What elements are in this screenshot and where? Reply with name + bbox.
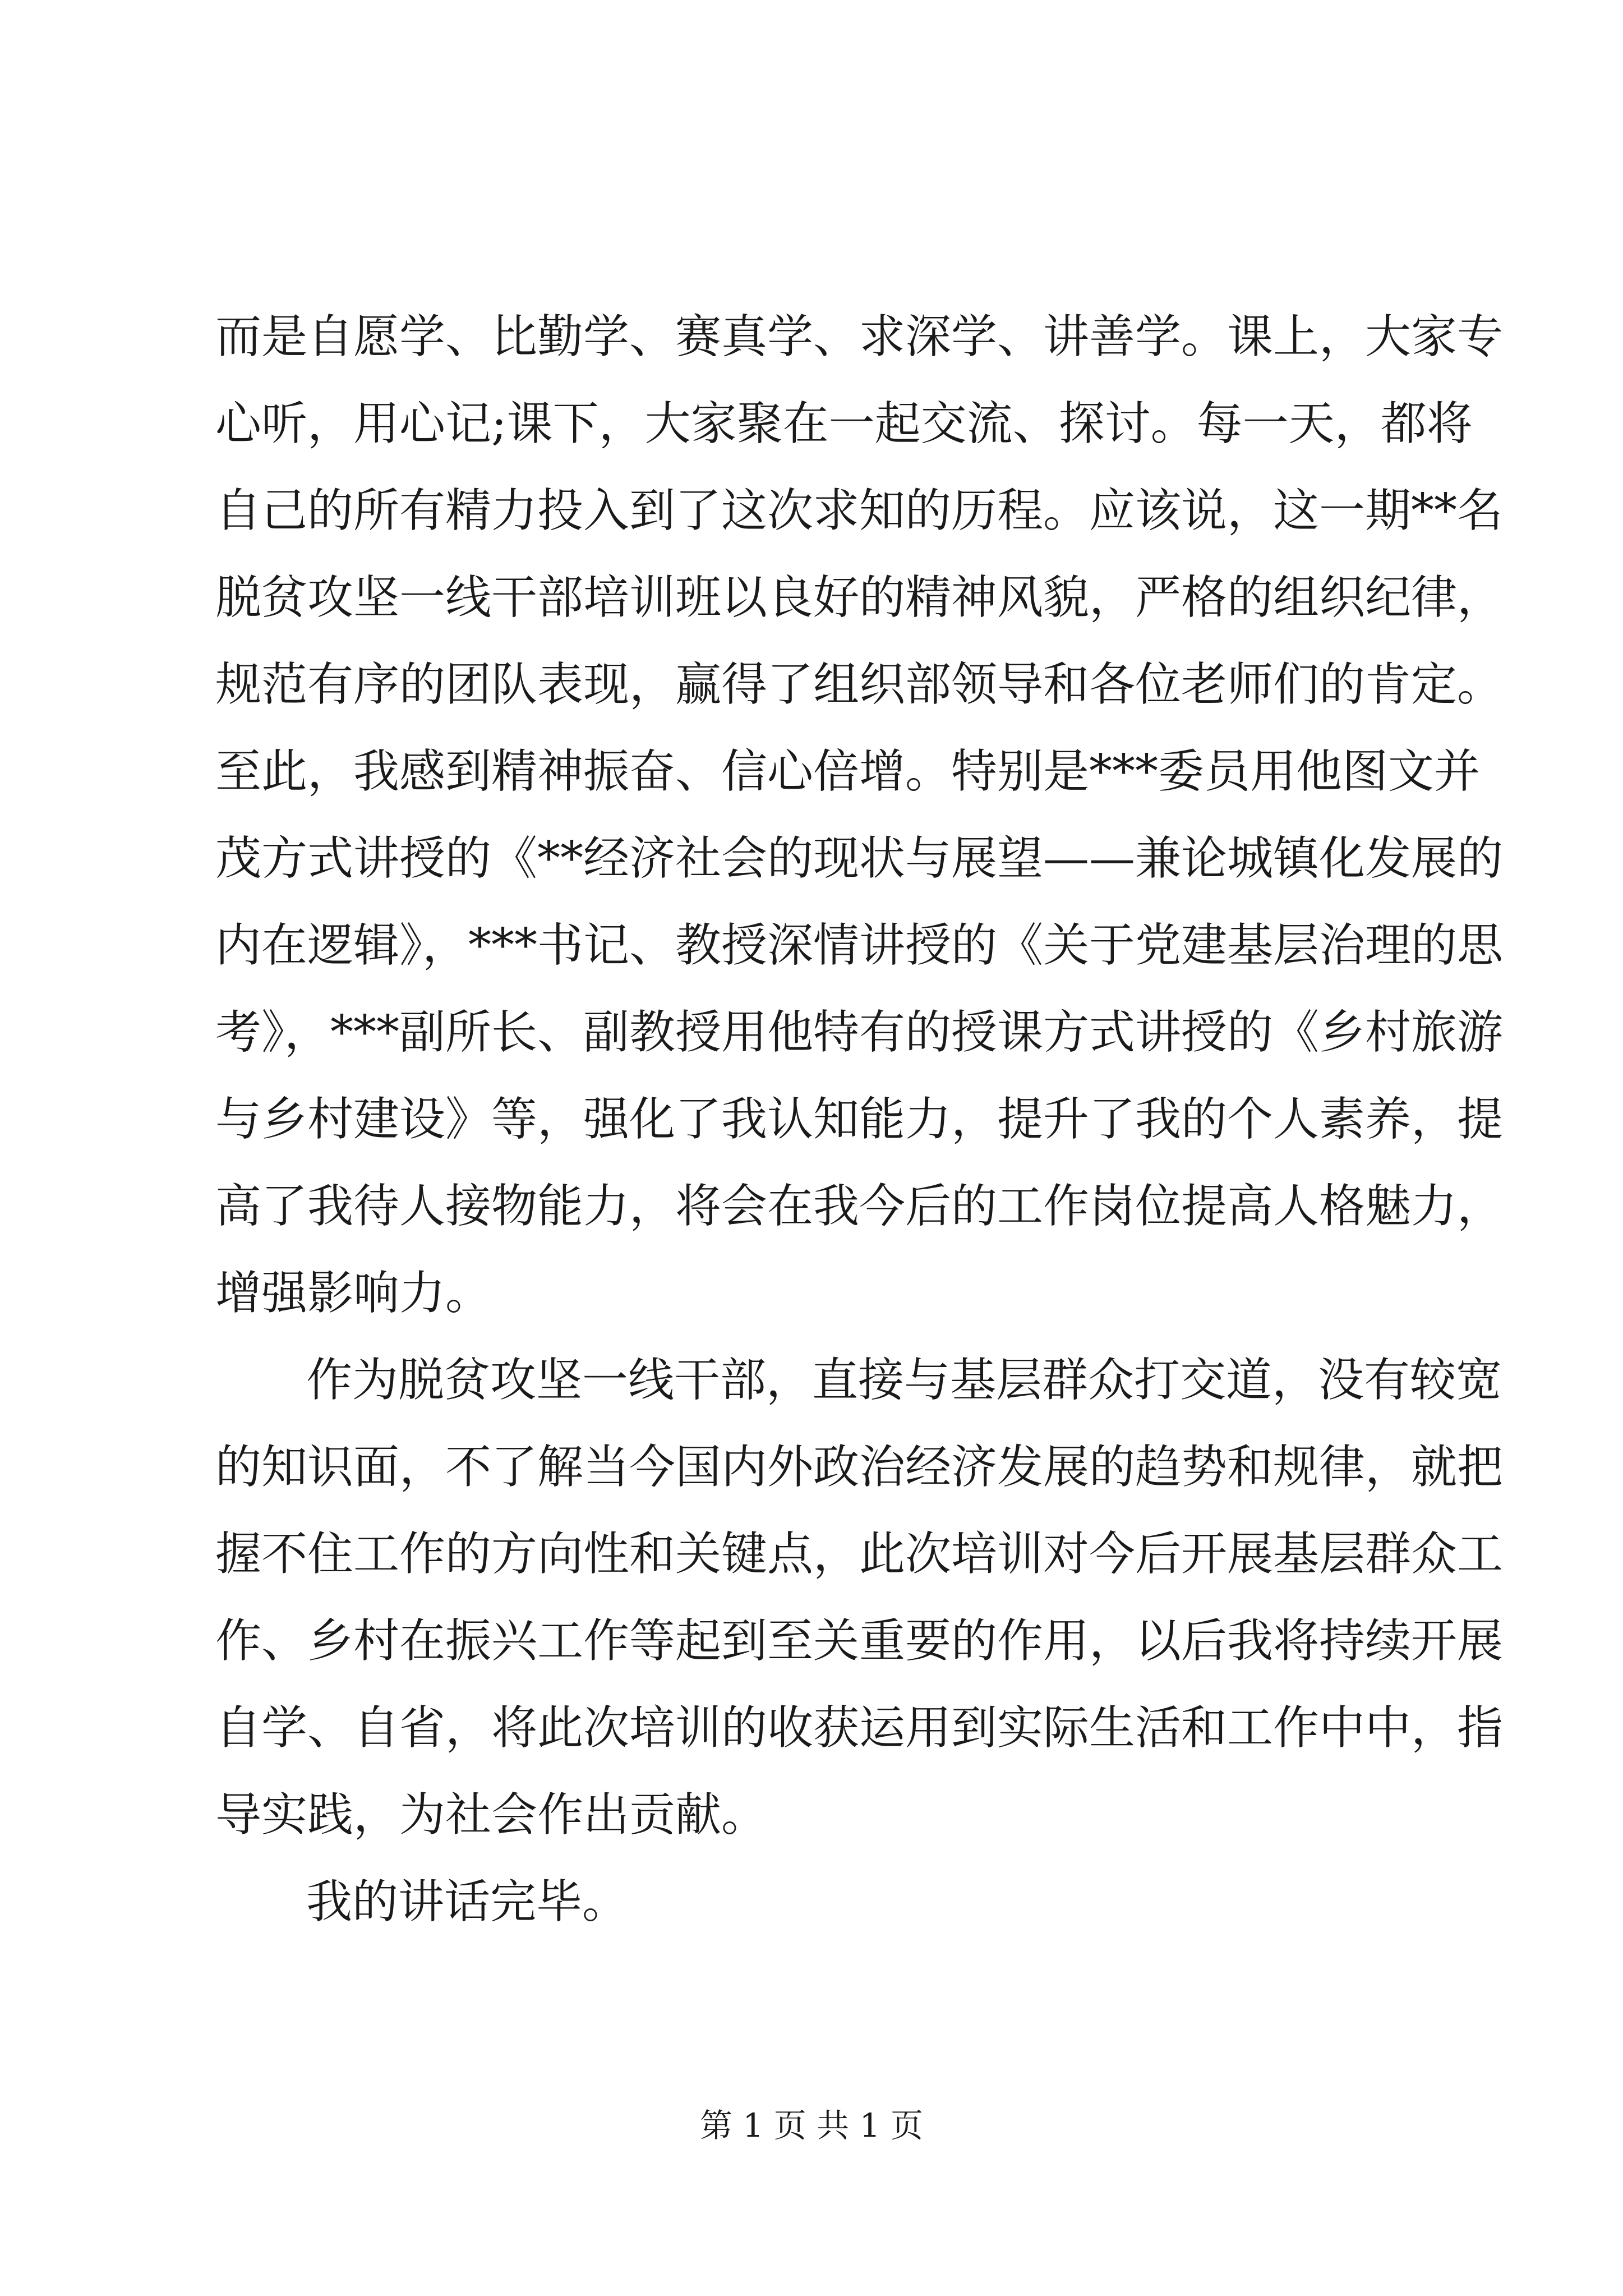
- body-line: 内在逻辑》，***书记、教授深情讲授的《关于党建基层治理的思: [215, 919, 1504, 972]
- body-line: 心听，用心记;课下，大家聚在一起交流、探讨。每一天，都将: [215, 397, 1473, 450]
- body-line: 脱贫攻坚一线干部培训班以良好的精神风貌，严格的组织纪律，: [215, 571, 1504, 624]
- body-line: 自学、自省，将此次培训的收获运用到实际生活和工作中中，指: [215, 1701, 1504, 1755]
- body-line: 握不住工作的方向性和关键点，此次培训对今后开展基层群众工: [215, 1527, 1504, 1581]
- body-line: 茂方式讲授的《**经济社会的现状与展望——兼论城镇化发展的: [215, 832, 1504, 885]
- body-line: 考》，***副所长、副教授用他特有的授课方式讲授的《乡村旅游: [215, 1006, 1504, 1059]
- paragraph-first-line: 作为脱贫攻坚一线干部，直接与基层群众打交道，没有较宽: [306, 1354, 1502, 1407]
- body-line: 的知识面，不了解当今国内外政治经济发展的趋势和规律，就把: [215, 1441, 1504, 1494]
- body-line: 与乡村建设》等，强化了我认知能力，提升了我的个人素养，提: [215, 1093, 1504, 1146]
- body-line: 作、乡村在振兴工作等起到至关重要的作用，以后我将持续开展: [215, 1614, 1504, 1668]
- body-line: 自己的所有精力投入到了这次求知的历程。应该说，这一期**名: [215, 484, 1504, 537]
- body-line: 而是自愿学、比勤学、赛真学、求深学、讲善学。课上，大家专: [215, 310, 1504, 364]
- body-line: 增强影响力。: [215, 1267, 492, 1320]
- closing-line: 我的讲话完毕。: [306, 1875, 629, 1929]
- document-body: [215, 293, 1504, 1945]
- body-line: 导实践，为社会作出贡献。: [215, 1788, 768, 1842]
- page-footer: 第 1 页 共 1 页: [700, 2106, 923, 2145]
- body-line: 规范有序的团队表现，赢得了组织部领导和各位老师们的肯定。: [215, 658, 1504, 711]
- body-line: 高了我待人接物能力，将会在我今后的工作岗位提高人格魅力，: [215, 1180, 1504, 1233]
- body-line: 至此，我感到精神振奋、信心倍增。特别是***委员用他图文并: [215, 745, 1481, 798]
